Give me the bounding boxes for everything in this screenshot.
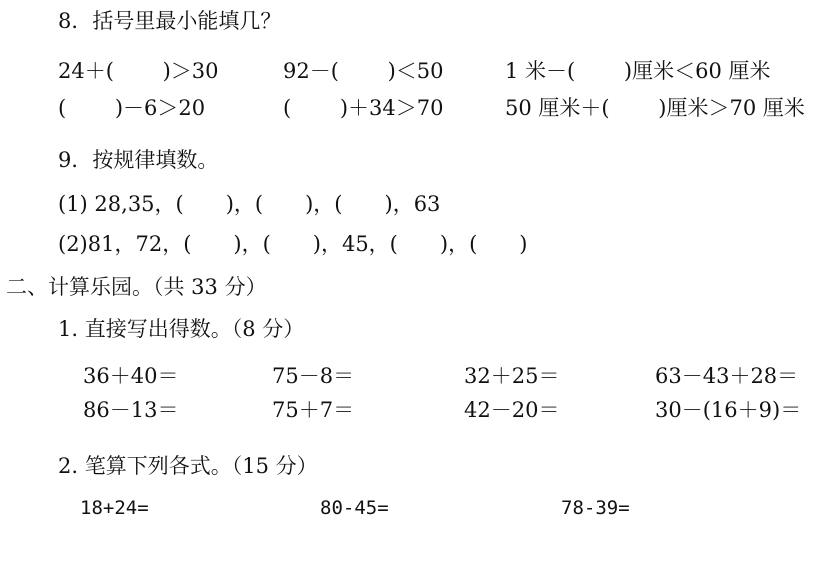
part1-title: 1. 直接写出得数。（8 分） (58, 317, 305, 341)
calc-item: 75＋7＝ (272, 398, 355, 422)
vertical-calc-item: 18+24= (80, 497, 149, 519)
calc-item: 36＋40＝ (83, 364, 179, 388)
calc-item: 86－13＝ (83, 398, 179, 422)
part2-title: 2. 笔算下列各式。（15 分） (58, 454, 318, 478)
calc-item: 75－8＝ (272, 364, 355, 388)
q9-sequence-1: (1) 28,35，( )，( )，( )，63 (58, 192, 441, 216)
q8-item: 92－( )＜50 (283, 59, 444, 83)
q8-title: 8．括号里最小能填几？ (58, 9, 282, 33)
q8-item: 24＋( )＞30 (58, 59, 219, 83)
q9-title: 9．按规律填数。 (58, 148, 219, 172)
q8-item: 1 米－( )厘米＜60 厘米 (505, 59, 771, 83)
calc-item: 32＋25＝ (464, 364, 560, 388)
calc-item: 30－(16＋9)＝ (655, 398, 802, 422)
q9-sequence-2: (2)81，72，( )，( )，45，( )，( ) (58, 232, 528, 256)
section-title: 二、计算乐园。（共 33 分） (6, 275, 267, 299)
q8-item: 50 厘米＋( )厘米＞70 厘米 (505, 96, 805, 120)
q8-item: ( )－6＞20 (58, 96, 206, 120)
vertical-calc-item: 80-45= (320, 497, 389, 519)
calc-item: 63－43＋28＝ (655, 364, 799, 388)
calc-item: 42－20＝ (464, 398, 560, 422)
q8-item: ( )＋34＞70 (283, 96, 444, 120)
vertical-calc-item: 78-39= (561, 497, 630, 519)
